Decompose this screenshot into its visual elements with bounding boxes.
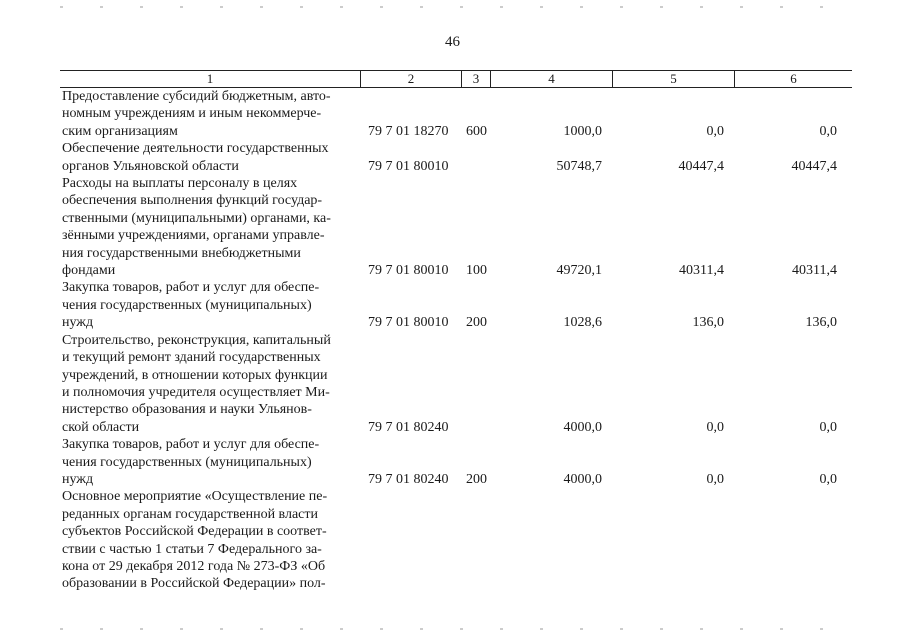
table-row [60, 488, 852, 592]
description-line: Закупка товаров, работ и услуг для обеспе- [62, 437, 320, 453]
amount-col-5: 0,0 [706, 123, 724, 139]
amount-col-5: 136,0 [692, 315, 724, 331]
header-col-1: 1 [206, 71, 214, 86]
target-article-code: 79 7 01 80010 [368, 315, 449, 331]
row-description [60, 175, 362, 279]
row-description [60, 279, 362, 331]
description-line: нужд [62, 471, 94, 487]
header-col-3: 3 [472, 71, 480, 86]
row-description [60, 488, 362, 592]
budget-table [60, 70, 852, 593]
description-line: ским организациям [62, 123, 178, 139]
description-line: обеспечения выполнения функций государ- [62, 193, 323, 209]
amount-col-4: 4000,0 [563, 471, 602, 487]
description-line: ствии с частью 1 статьи 7 Федерального за- [62, 541, 322, 557]
description-line: учреждений, в отношении которых функции [62, 367, 328, 383]
amount-col-5: 40311,4 [679, 263, 724, 279]
description-line: Предоставление субсидий бюджетным, авто- [62, 89, 331, 104]
row-description [60, 140, 362, 175]
scan-artifact-top [60, 6, 840, 8]
header-col-4: 4 [548, 71, 555, 86]
table-row [60, 175, 852, 279]
row-description [60, 436, 362, 488]
target-article-code: 79 7 01 18270 [368, 123, 449, 139]
row-description [60, 332, 362, 436]
description-line: кона от 29 декабря 2012 года № 273-ФЗ «Об [62, 558, 326, 574]
amount-col-4: 50748,7 [556, 158, 602, 174]
table-row [60, 332, 852, 436]
description-line: чения государственных (муниципальных) [62, 454, 312, 470]
amount-col-4: 1000,0 [563, 123, 602, 139]
description-line: субъектов Российской Федерации в соответ- [62, 524, 327, 540]
description-line: Закупка товаров, работ и услуг для обеспе- [62, 280, 320, 296]
description-line: нистерство образования и науки Ульянов- [62, 402, 312, 418]
table-row [60, 436, 852, 488]
header-col-5: 5 [670, 71, 677, 86]
page-number: 46 [445, 34, 460, 50]
amount-col-6: 40447,4 [791, 158, 837, 174]
description-line: Расходы на выплаты персоналу в целях [62, 176, 298, 192]
amount-col-6: 0,0 [819, 123, 837, 139]
row-description [60, 88, 362, 140]
amount-col-4: 1028,6 [563, 315, 602, 331]
description-line: и текущий ремонт зданий государственных [62, 350, 321, 366]
header-col-6: 6 [790, 71, 797, 86]
description-line: фондами [62, 263, 116, 279]
target-article-code: 79 7 01 80240 [368, 471, 449, 487]
expense-type-code: 600 [466, 123, 487, 139]
table-row [60, 140, 852, 175]
description-line: образовании в Российской Федерации» пол- [62, 576, 326, 592]
target-article-code: 79 7 01 80010 [368, 158, 449, 174]
table-body [60, 88, 852, 593]
description-line: номным учреждениям и иным некоммерче- [62, 106, 322, 122]
description-line: нужд [62, 315, 94, 331]
amount-col-5: 0,0 [706, 471, 724, 487]
target-article-code: 79 7 01 80010 [368, 263, 449, 279]
expense-type-code: 200 [466, 471, 487, 487]
description-line: реданных органам государственной власти [62, 506, 319, 522]
amount-col-4: 49720,1 [556, 263, 602, 279]
scan-artifact-bottom [60, 628, 840, 630]
description-line: органов Ульяновской области [62, 158, 239, 174]
description-line: Основное мероприятие «Осуществление пе- [62, 489, 328, 505]
table-header-row [60, 70, 852, 88]
amount-col-5: 40447,4 [678, 158, 724, 174]
description-line: зёнными учреждениями, органами управле- [62, 228, 325, 244]
amount-col-6: 40311,4 [792, 263, 837, 279]
description-line: ской области [62, 419, 140, 435]
amount-col-5: 0,0 [706, 419, 724, 435]
description-line: Строительство, реконструкция, капитальный [62, 332, 331, 348]
expense-type-code: 100 [466, 263, 487, 279]
description-line: и полномочия учредителя осуществляет Ми- [62, 384, 330, 400]
description-line: чения государственных (муниципальных) [62, 297, 312, 313]
amount-col-6: 0,0 [819, 471, 837, 487]
amount-col-6: 136,0 [805, 315, 837, 331]
target-article-code: 79 7 01 80240 [368, 419, 449, 435]
table-row [60, 88, 852, 140]
description-line: ния государственными внебюджетными [62, 245, 301, 261]
table-row [60, 279, 852, 331]
amount-col-4: 4000,0 [563, 419, 602, 435]
header-col-2: 2 [407, 71, 415, 86]
description-line: Обеспечение деятельности государственных [62, 141, 329, 157]
description-line: ственными (муниципальными) органами, ка- [62, 210, 331, 226]
expense-type-code: 200 [466, 315, 487, 331]
amount-col-6: 0,0 [819, 419, 837, 435]
